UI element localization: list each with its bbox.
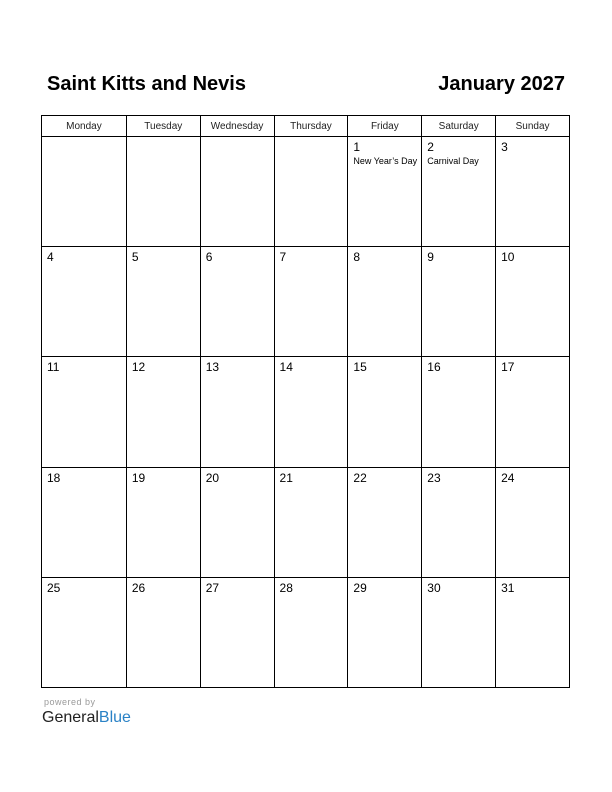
powered-by-label: powered by (44, 697, 96, 707)
weekday-header-tuesday: Tuesday (127, 116, 201, 137)
weekday-header-sunday: Sunday (496, 116, 570, 137)
day-cell (201, 137, 275, 247)
day-cell (42, 137, 127, 247)
day-cell (127, 247, 201, 357)
brand-general-text: General (42, 709, 99, 726)
day-number: 28 (279, 580, 293, 595)
day-number: 11 (47, 360, 60, 375)
weekday-header-thursday: Thursday (275, 116, 349, 137)
day-number: 10 (501, 250, 515, 265)
day-cell (201, 357, 275, 467)
day-number: 14 (279, 360, 293, 375)
day-cell (201, 247, 275, 357)
day-cell (348, 247, 422, 357)
day-number: 27 (205, 580, 220, 595)
day-cell (127, 468, 201, 578)
day-number: 1 (353, 140, 361, 154)
weekday-header-wednesday: Wednesday (201, 116, 275, 137)
holiday-label: New Year’s Day (353, 156, 418, 166)
day-cell (496, 357, 570, 467)
day-number: 2 (427, 140, 434, 154)
weekday-header-saturday: Saturday (422, 116, 496, 137)
day-cell (422, 357, 496, 467)
day-cell (348, 137, 422, 247)
day-number: 9 (427, 250, 434, 265)
day-cell (496, 247, 570, 357)
day-number: 3 (501, 140, 508, 154)
day-number: 31 (501, 580, 515, 595)
weekday-header-monday: Monday (42, 116, 127, 137)
day-number: 16 (427, 360, 441, 375)
day-cell (348, 357, 422, 467)
day-cell (127, 578, 201, 688)
day-cell (422, 137, 496, 247)
day-cell (201, 468, 275, 578)
day-cell (275, 247, 349, 357)
day-cell (496, 578, 570, 688)
day-number: 18 (47, 470, 61, 485)
day-cell (422, 578, 496, 688)
day-cell (42, 247, 127, 357)
day-number: 25 (47, 580, 61, 595)
day-cell (275, 578, 349, 688)
day-cell (348, 578, 422, 688)
day-number: 22 (353, 470, 367, 485)
day-number: 6 (205, 250, 213, 265)
brand-blue-text: Blue (98, 709, 131, 726)
day-cell (496, 137, 570, 247)
day-cell (422, 247, 496, 357)
day-cell (127, 357, 201, 467)
day-cell (348, 468, 422, 578)
day-cell (201, 578, 275, 688)
day-number: 13 (205, 360, 220, 375)
day-number: 12 (131, 360, 146, 375)
day-number: 21 (279, 470, 293, 485)
day-number: 5 (131, 250, 139, 265)
day-number: 19 (131, 470, 146, 485)
holiday-label: Carnival Day (427, 156, 479, 166)
day-number: 15 (353, 360, 367, 375)
day-number: 24 (501, 470, 515, 485)
day-number: 30 (427, 580, 441, 595)
day-cell (275, 468, 349, 578)
day-number: 4 (47, 250, 54, 265)
month-year-title: January 2027 (438, 73, 565, 95)
day-cell (42, 357, 127, 467)
day-cell (275, 137, 349, 247)
day-cell (496, 468, 570, 578)
day-number: 29 (353, 580, 367, 595)
day-cell (42, 578, 127, 688)
day-cell (422, 468, 496, 578)
day-cell (275, 357, 349, 467)
day-cell (127, 137, 201, 247)
page-title: Saint Kitts and Nevis (47, 73, 246, 95)
calendar-grid (41, 115, 570, 688)
day-cell (42, 468, 127, 578)
generalblue-logo (42, 708, 131, 728)
day-number: 26 (131, 580, 146, 595)
day-number: 8 (353, 250, 361, 265)
day-number: 17 (501, 360, 515, 375)
day-number: 20 (205, 470, 220, 485)
day-number: 7 (279, 250, 287, 265)
day-number: 23 (427, 470, 441, 485)
weekday-header-friday: Friday (348, 116, 422, 137)
